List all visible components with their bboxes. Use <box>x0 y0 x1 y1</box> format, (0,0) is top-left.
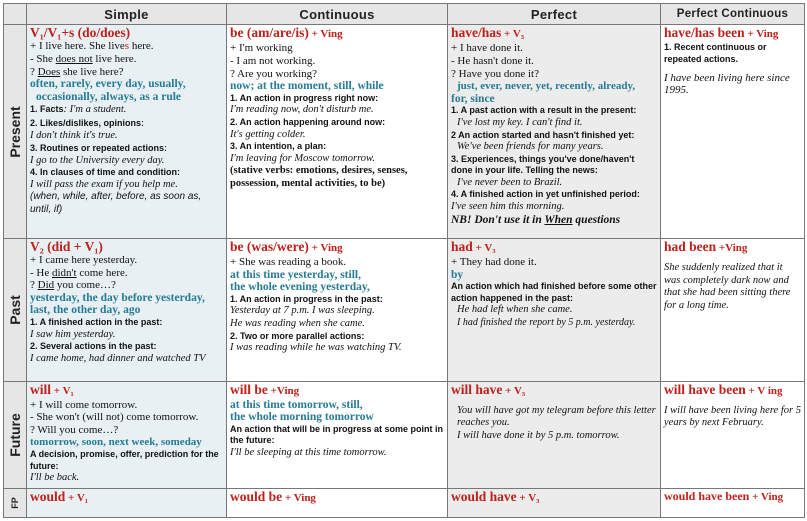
present-continuous-use-2: 2. An action happening around now: <box>230 116 386 127</box>
present-perfect-continuous-formula: have/has been + Ving <box>664 25 779 41</box>
past-simple-markers-2: last, the other day, ago <box>30 304 141 317</box>
row-past <box>4 239 805 381</box>
past-simple-use-2: 2. Several actions in the past: <box>30 341 157 352</box>
fp-perfect-formula: would have + V₃ <box>451 489 540 505</box>
row-label-future: Future <box>4 381 27 489</box>
past-perfect-continuous-formula: had been +Ving <box>664 239 748 255</box>
present-perfect-use-2: 2 An action started and hasn't finished yet: <box>451 129 635 140</box>
header-row <box>4 4 805 25</box>
past-continuous-cell <box>227 239 448 381</box>
future-continuous-use: An action that will be in progress at some point in the future: <box>230 423 444 446</box>
fp-perfect-cell <box>448 489 661 518</box>
present-perfect-continuous-cell <box>661 25 805 239</box>
present-continuous-use-2-example: It's getting colder. <box>230 128 306 140</box>
past-continuous-markers-1: at this time yesterday, still, <box>230 268 361 281</box>
present-continuous-cell <box>227 25 448 239</box>
past-continuous-use-1-example-1: Yesterday at 7 p.m. I was sleeping. <box>230 305 375 317</box>
fp-continuous-formula: would be + Ving <box>230 489 316 505</box>
future-perfect-cell <box>448 381 661 489</box>
present-perfect-continuous-example: I have been living here since 1995. <box>664 71 790 97</box>
past-simple-affirmative: + I came here yesterday. <box>30 254 138 267</box>
present-perfect-use-2-example: We've been friends for many years. <box>457 141 604 153</box>
future-simple-markers: tomorrow, soon, next week, someday <box>30 436 202 449</box>
past-simple-negative: - He didn't come here. <box>30 266 128 279</box>
present-simple-cell <box>27 25 227 239</box>
past-perfect-marker: by <box>451 268 464 281</box>
past-perfect-example-2: I had finished the report by 5 p.m. yesterday. <box>457 317 636 329</box>
present-perfect-use-3a: 3. Experiences, things you've done/haven't <box>451 153 635 164</box>
present-simple-use-2: 2. Likes/dislikes, opinions: <box>30 116 145 129</box>
present-continuous-use-1-example: I'm reading now, don't disturb me. <box>230 104 374 116</box>
present-perfect-markers-2: for, since <box>451 92 495 105</box>
tense-table <box>3 3 804 518</box>
present-continuous-affirmative: + I'm working <box>230 42 293 55</box>
fp-perfect-continuous-cell <box>661 489 805 518</box>
past-continuous-formula: be (was/were) + Ving <box>230 239 343 255</box>
tenses-grid <box>3 3 805 518</box>
future-simple-affirmative: + I will come tomorrow. <box>30 398 138 411</box>
past-perfect-continuous-cell <box>661 239 805 381</box>
header-continuous: Continuous <box>227 4 448 25</box>
fp-simple-formula: would + V₁ <box>30 489 89 505</box>
past-simple-use-1-example: I saw him yesterday. <box>30 328 116 340</box>
present-perfect-use-3-example: I've never been to Brazil. <box>457 176 563 188</box>
row-label-fp: FP <box>4 489 27 518</box>
past-continuous-use-2-example: I was reading while he was watching TV. <box>230 342 402 354</box>
past-simple-cell <box>27 239 227 381</box>
present-perfect-negative: - He hasn't done it. <box>451 54 534 67</box>
corner-cell <box>4 4 27 25</box>
present-simple-use-4: 4. In clauses of time and condition: <box>30 167 181 178</box>
past-perfect-cell <box>448 239 661 381</box>
header-perfect-continuous: Perfect Continuous <box>661 4 805 25</box>
past-continuous-use-2: 2. Two or more parallel actions: <box>230 330 365 341</box>
present-simple-markers-1: often, rarely, every day, usually, <box>30 78 186 91</box>
present-continuous-formula: be (am/are/is) + Ving <box>230 25 343 41</box>
present-continuous-negative: - I am not working. <box>230 54 316 67</box>
future-perfect-example-2: I will have done it by 5 p.m. tomorrow. <box>457 429 620 441</box>
present-perfect-use-1: 1. A past action with a result in the present: <box>451 105 637 116</box>
row-label-past: Past <box>4 239 27 381</box>
future-perfect-example-1: You will have got my telegram before this letter reaches you. <box>457 404 656 429</box>
past-continuous-markers-2: the whole evening yesterday, <box>230 281 370 294</box>
present-continuous-stative-note: (stative verbs: emotions, desires, senses, possession, mental activities, to be) <box>230 165 408 189</box>
present-perfect-formula: have/has + V₃ <box>451 25 525 41</box>
present-perfect-use-1-example: I've lost my key. I can't find it. <box>457 116 583 128</box>
future-continuous-example: I'll be sleeping at this time tomorrow. <box>230 446 387 458</box>
present-continuous-markers: now; at the moment, still, while <box>230 80 384 93</box>
past-continuous-use-1: 1. An action in progress in the past: <box>230 293 383 304</box>
present-perfect-markers-1: just, ever, never, yet, recently, already, <box>457 80 636 93</box>
present-simple-conjunctions: (when, while, after, before, as soon as, until, if) <box>30 191 202 216</box>
present-simple-markers-2: occasionally, always, as a rule <box>36 90 182 103</box>
present-perfect-nb-note: NB! Don't use it in When questions <box>451 213 621 226</box>
future-perfect-formula: will have + V₃ <box>451 381 526 397</box>
row-future <box>4 381 805 489</box>
header-perfect: Perfect <box>448 4 661 25</box>
present-perfect-use-3b: done in your life. Telling the news: <box>451 165 598 176</box>
row-label-present: Present <box>4 25 27 239</box>
future-continuous-markers-2: the whole morning tomorrow <box>230 411 374 424</box>
future-continuous-cell <box>227 381 448 489</box>
past-perfect-formula: had + V₃ <box>451 239 496 255</box>
future-simple-use: A decision, promise, offer, prediction for the future: <box>30 448 219 471</box>
past-perfect-example-1: He had left when she came. <box>457 304 573 316</box>
past-simple-markers-1: yesterday, the day before yesterday, <box>30 291 205 304</box>
present-continuous-use-3-example: I'm leaving for Moscow tomorrow. <box>230 152 375 164</box>
future-simple-formula: will + V₁ <box>30 381 74 397</box>
present-simple-formula: V₁/V₁+s (do/does) <box>30 25 131 41</box>
future-continuous-markers-1: at this time tomorrow, still, <box>230 398 363 411</box>
present-simple-negative: - She does not live here. <box>30 52 137 65</box>
future-simple-cell <box>27 381 227 489</box>
past-simple-formula: V₂ (did + V₁) <box>30 239 103 255</box>
present-simple-affirmative: + I live here. She lives here. <box>30 40 154 53</box>
present-continuous-use-1: 1. An action in progress right now: <box>230 92 379 103</box>
present-simple-use-4-example: I will pass the exam if you help me. <box>30 178 178 190</box>
past-simple-use-2-example: I came home, had dinner and watched TV <box>30 352 206 364</box>
present-continuous-question: ? Are you working? <box>230 67 318 80</box>
present-perfect-continuous-use-1: 1. Recent continuous or repeated actions. <box>664 42 767 64</box>
past-simple-use-1: 1. A finished action in the past: <box>30 317 163 328</box>
fp-continuous-cell <box>227 489 448 518</box>
past-perfect-use: An action which had finished before some other action happened in the past: <box>451 281 657 303</box>
past-perfect-affirmative: + They had done it. <box>451 256 537 269</box>
fp-perfect-continuous-formula: would have been + Ving <box>664 489 784 504</box>
present-perfect-use-4: 4. A finished action in yet unfinished period: <box>451 189 640 200</box>
future-perfect-continuous-cell <box>661 381 805 489</box>
row-present <box>4 25 805 239</box>
present-perfect-affirmative: + I have done it. <box>451 42 523 55</box>
past-continuous-affirmative: + She was reading a book. <box>230 256 347 269</box>
present-perfect-question: ? Have you done it? <box>451 67 539 80</box>
present-continuous-use-3: 3. An intention, a plan: <box>230 141 327 152</box>
present-simple-use-3: 3. Routines or repeated actions: <box>30 142 168 155</box>
future-simple-question: ? Will you come…? <box>30 423 119 436</box>
row-fp <box>4 489 805 518</box>
header-simple: Simple <box>27 4 227 25</box>
past-simple-question: ? Did you come…? <box>30 279 116 292</box>
past-continuous-use-1-example-2: He was reading when she came. <box>230 318 365 330</box>
future-simple-negative: - She won't (will not) come tomorrow. <box>30 411 199 424</box>
fp-simple-cell <box>27 489 227 518</box>
future-continuous-formula: will be +Ving <box>230 381 300 397</box>
past-perfect-continuous-example: She suddenly realized that it was completely dark now and that she had been sitting there for a long time. <box>664 262 791 311</box>
future-perfect-continuous-formula: will have been + V ing <box>664 381 783 397</box>
present-simple-use-2-example: I don't think it's true. <box>30 129 118 141</box>
present-simple-use-1: 1. Facts: I'm a student. <box>30 104 127 116</box>
present-simple-use-3-example: I go to the University every day. <box>30 154 165 166</box>
future-simple-example: I'll be back. <box>30 472 80 484</box>
present-perfect-use-4-example: I've seen him this morning. <box>451 201 565 213</box>
future-perfect-continuous-example: I will have been living here for 5 years by next February. <box>664 404 801 429</box>
present-perfect-cell <box>448 25 661 239</box>
present-simple-question: ? Does she live here? <box>30 65 124 78</box>
